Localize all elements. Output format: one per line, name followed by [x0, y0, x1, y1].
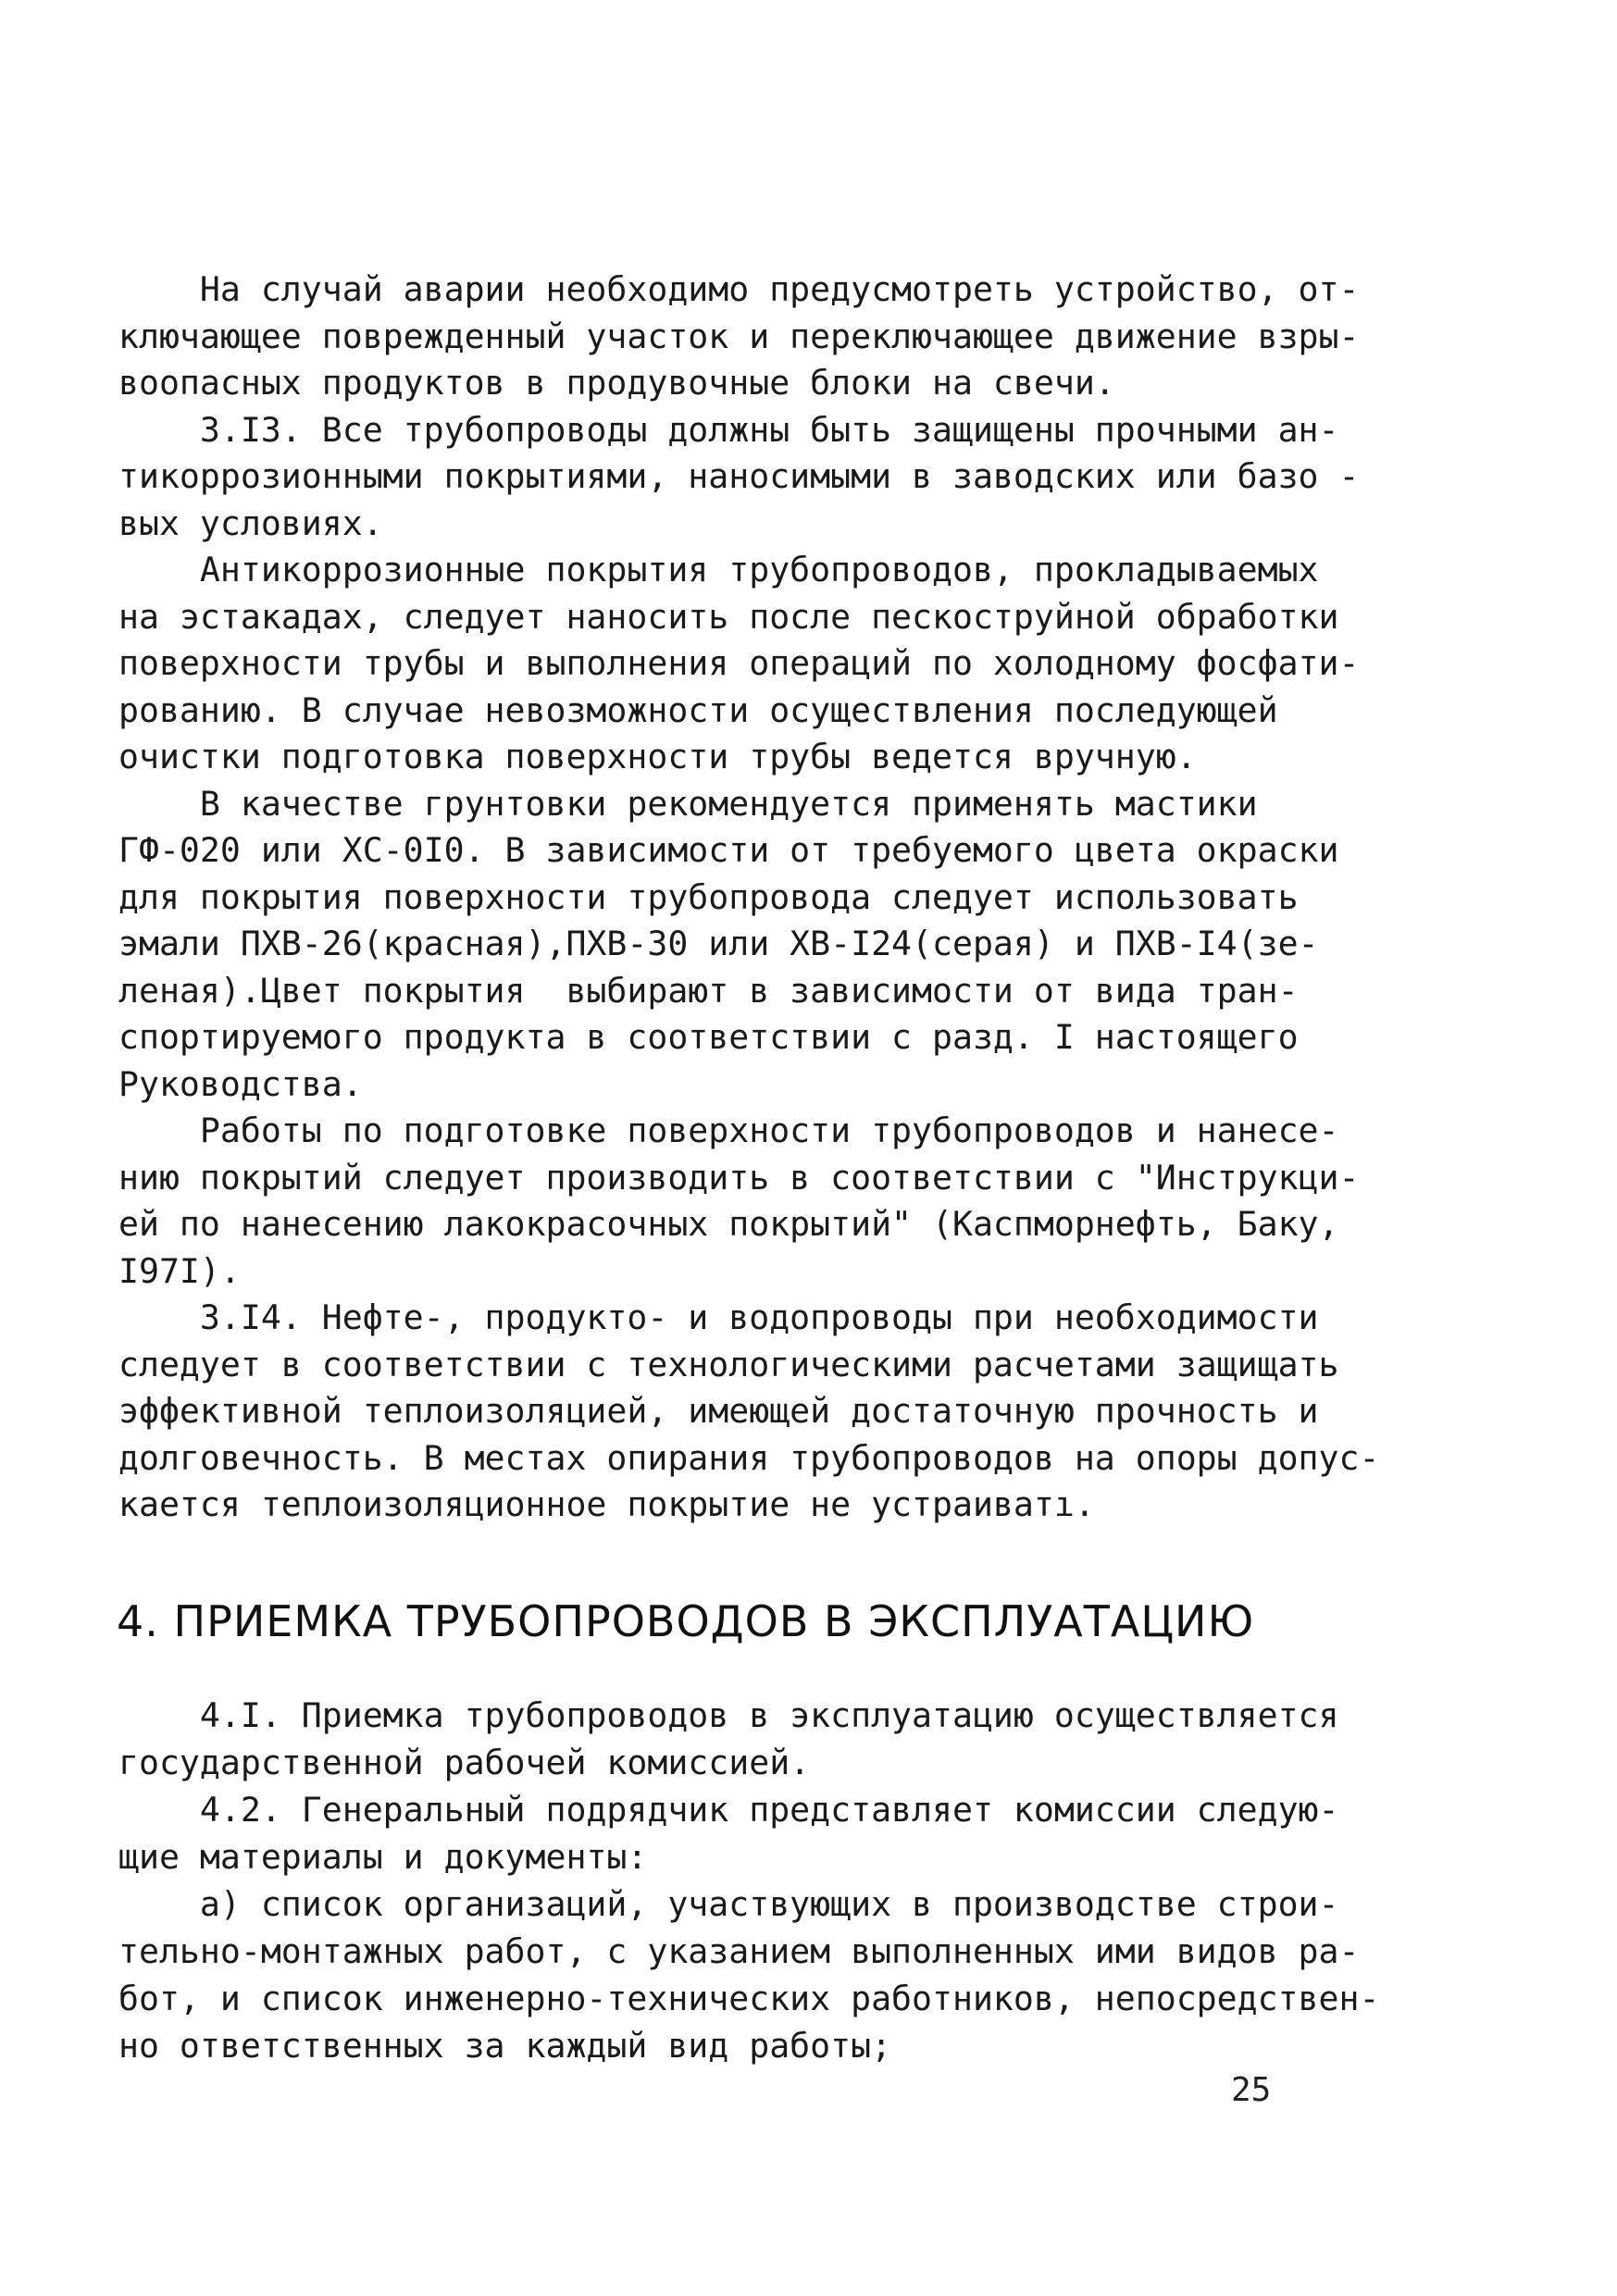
text-line: поверхности трубы и выполнения операций по холодному фосфати- — [118, 643, 1360, 683]
section-heading: 4. ПРИЕМКА ТРУБОПРОВОДОВ В ЭКСПЛУАТАЦИЮ — [117, 1596, 1255, 1646]
text-line: I97I). — [118, 1250, 241, 1291]
text-line: долговечность. В местах опирания трубопроводов на опоры допус- — [118, 1437, 1380, 1478]
text-line: тикоррозионными покрытиями, наносимыми в заводских или базо - — [118, 456, 1360, 496]
text-line: спортируемого продукта в соответствии с разд. I настоящего — [118, 1017, 1299, 1057]
text-line: 3.I3. Все трубопроводы должны быть защищены прочными ан- — [118, 409, 1339, 450]
text-line: ключающее поврежденный участок и переключающее движение взры- — [118, 316, 1360, 356]
body-text-block — [118, 267, 1380, 1529]
text-line: Антикоррозионные покрытия трубопроводов, прокладываемых — [118, 550, 1319, 590]
text-line: 4.I. Приемка трубопроводов в эксплуатацию осуществляется — [118, 1695, 1339, 1735]
text-line: для покрытия поверхности трубопровода следует использовать — [118, 876, 1299, 917]
page-number: 25 — [1231, 2071, 1272, 2109]
text-line: а) список организаций, участвующих в производстве строи- — [118, 1884, 1339, 1924]
text-line: вых условиях. — [118, 503, 383, 543]
text-line: на эстакадах, следует наносить после пескоструйной обработки — [118, 596, 1339, 637]
text-line: очистки подготовка поверхности трубы ведется вручную. — [118, 737, 1197, 776]
text-line: щие материалы и документы: — [118, 1837, 648, 1877]
text-line: На случай аварии необходимо предусмотреть устройство, от- — [118, 269, 1360, 309]
text-line: тельно-монтажных работ, с указанием выполненных ими видов ра- — [118, 1931, 1360, 1971]
text-line: леная).Цвет покрытия выбирают в зависимости от вида тран- — [118, 970, 1299, 1011]
text-line: рованию. В случае невозможности осуществления последующей — [118, 689, 1278, 730]
text-line: следует в соответствии с технологическими расчетами защищать — [118, 1344, 1339, 1384]
text-line: Руководства. — [118, 1063, 363, 1104]
text-line: бот, и список инженерно-технических работников, непосредствен- — [118, 1979, 1380, 2018]
text-line: В качестве грунтовки рекомендуется применять мастики — [118, 783, 1258, 824]
text-line: 4.2. Генеральный подрядчик представляет комиссии следую- — [118, 1790, 1339, 1830]
text-line: 3.I4. Нефте-, продукто- и водопроводы при необходимости — [118, 1297, 1319, 1337]
text-line: кается теплоизоляционное покрытие не устраиватı. — [118, 1484, 1095, 1524]
text-line: ей по нанесению лакокрасочных покрытий" (Каспморнефть, Баку, — [118, 1204, 1339, 1244]
text-line: эмали ПХВ-26(красная),ПХВ-30 или ХВ-I24(серая) и ПХВ-I4(зе- — [118, 924, 1319, 963]
text-line: ГФ-020 или ХС-0I0. В зависимости от требуемого цвета окраски — [118, 830, 1339, 870]
text-line: воопасных продуктов в продувочные блоки на свечи. — [118, 363, 1115, 403]
text-line: Работы по подготовке поверхности трубопроводов и нанесе- — [118, 1111, 1339, 1150]
section-text-block — [118, 1692, 1380, 2069]
text-line: государственной рабочей комиссией. — [118, 1743, 811, 1782]
text-line: но ответственных за каждый вид работы; — [118, 2026, 892, 2066]
text-line: эффективной теплоизоляцией, имеющей достаточную прочность и — [118, 1391, 1319, 1431]
text-line: нию покрытий следует производить в соответствии с "Инструкци- — [118, 1157, 1360, 1198]
